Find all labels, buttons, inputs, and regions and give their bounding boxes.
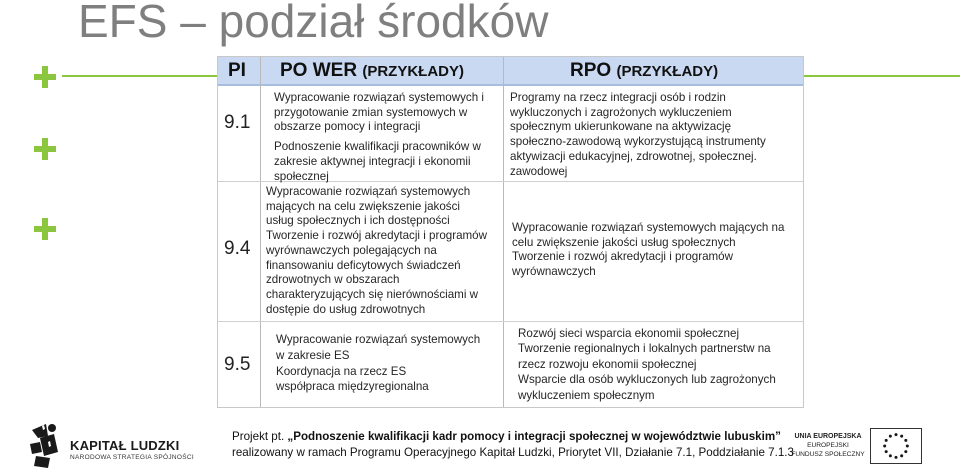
decor-line	[804, 75, 960, 77]
plus-icon	[34, 66, 56, 88]
plus-icon	[34, 138, 56, 160]
cell-line: Wypracowanie rozwiązań systemowych i	[274, 91, 484, 104]
cell-line: Wsparcie dla osób wykluczonych lub zagrożonych	[518, 373, 776, 387]
project-line-1	[232, 429, 794, 445]
decor-line	[62, 75, 217, 77]
table-header	[218, 57, 803, 86]
eu-logo	[790, 428, 950, 468]
project-title: „Podnoszenie kwalifikacji kadr pomocy i integracji społecznej w województwie lubuskim”	[287, 430, 781, 443]
plus-icon	[34, 218, 56, 240]
row-id: 9.1	[224, 112, 251, 133]
header-wer-label: PO WER	[280, 60, 358, 81]
kapital-ludzki-logo	[28, 422, 198, 472]
kapital-ludzki-figure-icon	[28, 422, 62, 470]
header-wer	[280, 60, 464, 82]
row-id: 9.5	[224, 354, 251, 375]
project-line-2: realizowany w ramach Programu Operacyjnego Kapitał Ludzki, Priorytet VII, Działanie 7.1, Poddziałanie 7.1.3	[232, 445, 794, 459]
cell-line: wykluczeniem społecznym	[518, 388, 655, 402]
wer-cell	[274, 91, 484, 184]
cell-line: obszarze pomocy i integracji	[274, 120, 421, 134]
cell-line: Wypracowanie rozwiązań systemowych	[276, 333, 481, 346]
header-wer-note: (PRZYKŁADY)	[362, 63, 465, 80]
wer-cell	[276, 332, 480, 395]
cell-line: celu zwiększenie jakości usług społecznych	[512, 235, 736, 249]
cell-line: społecznym ukierunkowane na aktywizację	[510, 120, 732, 134]
eu-name: UNIA EUROPEJSKA	[794, 433, 862, 440]
cell-line: Tworzenie regionalnych i lokalnych partnerstw na	[518, 342, 771, 356]
eu-fund-line-1: EUROPEJSKI	[807, 442, 849, 449]
project-prefix: Projekt pt.	[232, 430, 288, 443]
logo-title: KAPITAŁ LUDZKI	[70, 438, 180, 453]
logo-subtitle: NARODOWA STRATEGIA SPÓJNOŚCI	[70, 454, 194, 461]
cell-line: dostępie do usług zdrowotnych	[266, 302, 426, 316]
cell-line: przygotowanie zmian systemowych w	[274, 105, 468, 119]
header-pi: PI	[228, 60, 246, 81]
rpo-cell	[518, 326, 776, 403]
cell-line: zdrowotnych w obszarach	[266, 273, 400, 287]
cell-line: wyrównawczych	[512, 265, 596, 279]
cell-line: charakteryzujących się nierównościami w	[266, 287, 478, 301]
cell-line: wyrównawczych polegających na	[266, 243, 437, 257]
eu-fund-line-2: FUNDUSZ SPOŁECZNY	[791, 451, 865, 458]
funds-table	[217, 56, 804, 408]
rpo-cell	[510, 91, 766, 179]
cell-line: zawodowej	[510, 164, 568, 178]
cell-line: w zakresie ES	[276, 348, 350, 362]
slide-title: EFS – podział środków	[78, 0, 549, 47]
cell-line: Programy na rzecz integracji osób i rodzin	[510, 91, 726, 104]
cell-line: Tworzenie i rozwój akredytacji i programów	[512, 250, 734, 264]
eu-flag-icon	[870, 428, 922, 464]
wer-cell	[266, 185, 487, 317]
header-rpo-note: (PRZYKŁADY)	[616, 63, 719, 80]
cell-line: Wypracowanie rozwiązań systemowych	[266, 185, 471, 198]
table-row	[218, 182, 803, 322]
left-accent	[0, 0, 8, 474]
cell-line: mających na celu zwiększenie jakości	[266, 199, 460, 213]
cell-line: zakresie aktywnej integracji i ekonomii	[274, 154, 471, 168]
cell-line: Tworzenie i rozwój akredytacji i programów	[266, 229, 488, 243]
cell-line: Podnoszenie kwalifikacji pracowników w	[274, 140, 481, 154]
cell-line: społecznej	[274, 169, 329, 183]
rpo-cell	[512, 221, 784, 280]
header-rpo-label: RPO	[570, 60, 612, 81]
cell-line: rzecz rozwoju ekonomii społecznej	[518, 357, 697, 371]
cell-line: finansowaniu deficytowych świadczeń	[266, 258, 461, 272]
cell-line: społeczno-zawodową wykorzystującą instrumenty	[510, 135, 766, 149]
table-row	[218, 86, 803, 182]
cell-line: Wypracowanie rozwiązań systemowych mających na	[512, 221, 785, 234]
eu-text	[790, 432, 866, 459]
cell-line: wykluczonych i zagrożonych wykluczeniem	[510, 105, 732, 119]
table-row	[218, 322, 803, 408]
cell-line: Koordynacja na rzecz ES	[276, 364, 407, 378]
cell-line: aktywizacji edukacyjnej, zdrowotnej, społecznej.	[510, 149, 757, 163]
row-id: 9.4	[224, 238, 251, 259]
header-rpo	[570, 60, 718, 82]
cell-line: współpraca międzyregionalna	[276, 380, 429, 394]
cell-line: usług społecznych i ich dostępności	[266, 214, 450, 228]
project-description	[232, 429, 794, 460]
cell-line: Rozwój sieci wsparcia ekonomii społecznej	[518, 327, 740, 340]
